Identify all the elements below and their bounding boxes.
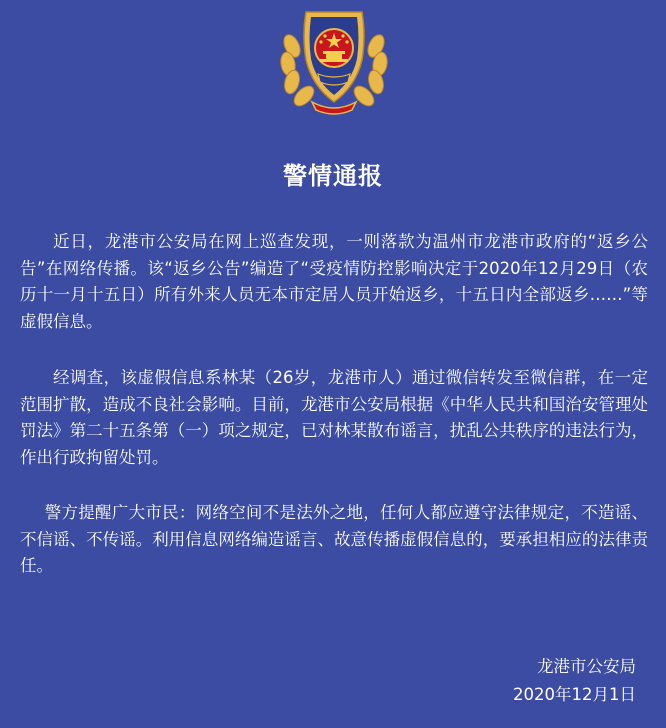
paragraph-reminder: 警方提醒广大市民：网络空间不是法外之地，任何人都应遵守法律规定，不造谣、不信谣、不传谣。利用信息网络编造谣言、故意传播虚假信息的，要承担相应的法律责任。 <box>20 503 648 576</box>
police-emblem-icon <box>272 6 396 118</box>
signature-date: 2020年12月1日 <box>513 685 636 704</box>
paragraph-investigation: 经调查，该虚假信息系林某（26岁，龙港市人）通过微信转发至微信群，在一定范围扩散，造成不良社会影响。目前，龙港市公安局根据《中华人民共和国治安管理处罚法》第二十五条第（一）项之规定，已对林某散布谣言，扰乱公共秩序的违法行为，作出行政拘留处罚。 <box>20 368 648 468</box>
notice-title: 警情通报 <box>283 162 383 190</box>
paragraph-incident: 近日，龙港市公安局在网上巡查发现，一则落款为温州市龙港市政府的“返乡公告”在网络传播。该“返乡公告”编造了“受疫情防控影响决定于2020年12月29日（农历十一月十五日）所有外来人员无本市定居人员开始返乡，十五日内全部返乡……”等虚假信息。 <box>20 232 648 332</box>
signature-organization: 龙港市公安局 <box>537 657 636 676</box>
